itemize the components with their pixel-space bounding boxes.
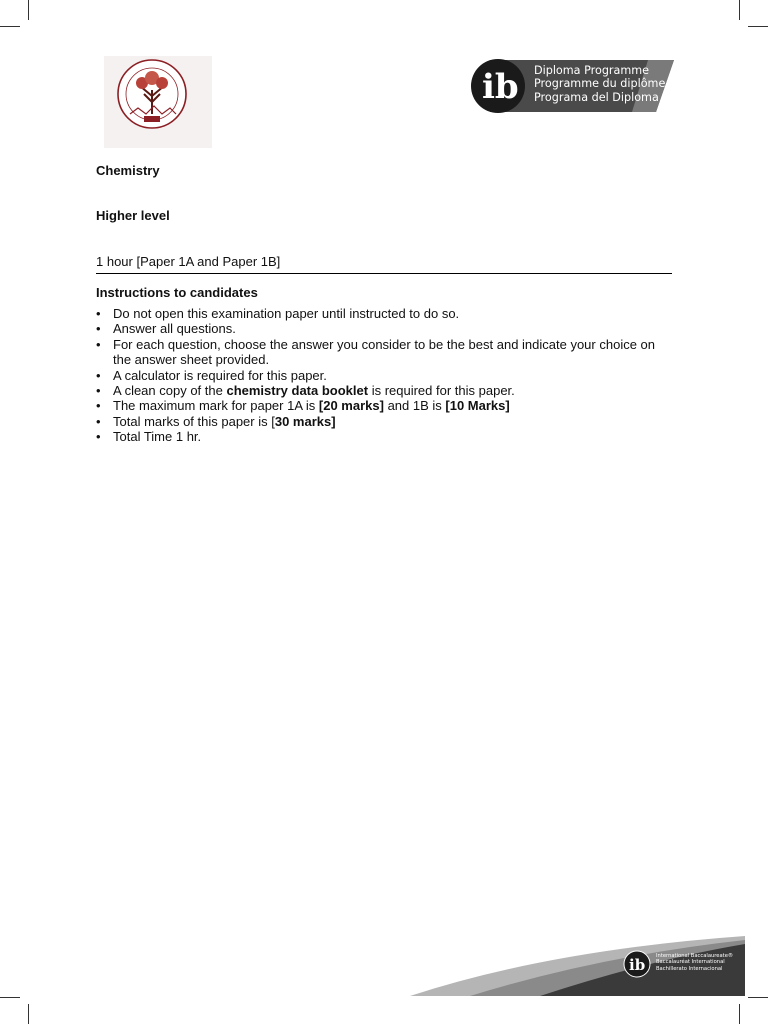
exam-duration: 1 hour [Paper 1A and Paper 1B] (96, 254, 281, 269)
crop-mark (748, 26, 768, 27)
crop-mark (739, 1004, 740, 1024)
instruction-emphasis: chemistry data booklet (226, 383, 369, 399)
crop-mark (739, 0, 740, 20)
ib-org-line: International Baccalaureate® (656, 953, 734, 959)
school-logo (104, 56, 212, 148)
ib-line: Programa del Diploma (534, 90, 659, 104)
ib-org-line: Bachillerato Internacional (656, 965, 723, 972)
instruction-text: is required for this paper. (368, 383, 515, 399)
instruction-item (96, 383, 676, 398)
instruction-text: A clean copy of the (113, 383, 227, 399)
ib-line: Programme du diplôme (534, 77, 666, 91)
crop-mark (28, 0, 29, 20)
instruction-text: For each question, choose the answer you consider to be the best and indicate your choice on the answer sheet provided. (113, 336, 656, 368)
subject-title: Chemistry (96, 163, 160, 178)
instruction-emphasis: [20 marks] (318, 398, 384, 414)
instruction-emphasis: [10 Marks] (445, 398, 510, 414)
instruction-text: Total marks of this paper is [ (113, 413, 275, 429)
ib-programme-names (534, 64, 665, 104)
instruction-text: Total Time 1 hr. (113, 429, 202, 445)
divider (96, 273, 672, 274)
crop-mark (0, 997, 20, 998)
instruction-item (96, 321, 676, 336)
instruction-emphasis: 30 marks] (274, 413, 336, 429)
ib-line: Diploma Programme (534, 64, 650, 77)
level-title: Higher level (96, 208, 170, 223)
instruction-item (96, 337, 676, 368)
instruction-text: Answer all questions. (113, 321, 236, 337)
instruction-item (96, 368, 676, 383)
instruction-item (96, 306, 676, 321)
instructions-list (96, 306, 676, 445)
instruction-item (96, 398, 676, 413)
crop-mark (748, 997, 768, 998)
svg-text:ib: ib (629, 956, 646, 974)
svg-text:ib: ib (482, 67, 519, 107)
crop-mark (28, 1004, 29, 1024)
instruction-item (96, 414, 676, 429)
instruction-text: Do not open this examination paper until instructed to do so. (113, 306, 460, 321)
ib-organisation-names (656, 953, 733, 972)
instruction-text: and 1B is (383, 398, 446, 414)
crop-mark (0, 26, 20, 27)
instruction-item (96, 429, 676, 444)
ib-org-line: Baccalauréat International (656, 959, 725, 966)
instruction-text: A calculator is required for this paper. (113, 367, 327, 383)
instructions-title: Instructions to candidates (96, 285, 258, 300)
instruction-text: The maximum mark for paper 1A is (113, 398, 319, 414)
